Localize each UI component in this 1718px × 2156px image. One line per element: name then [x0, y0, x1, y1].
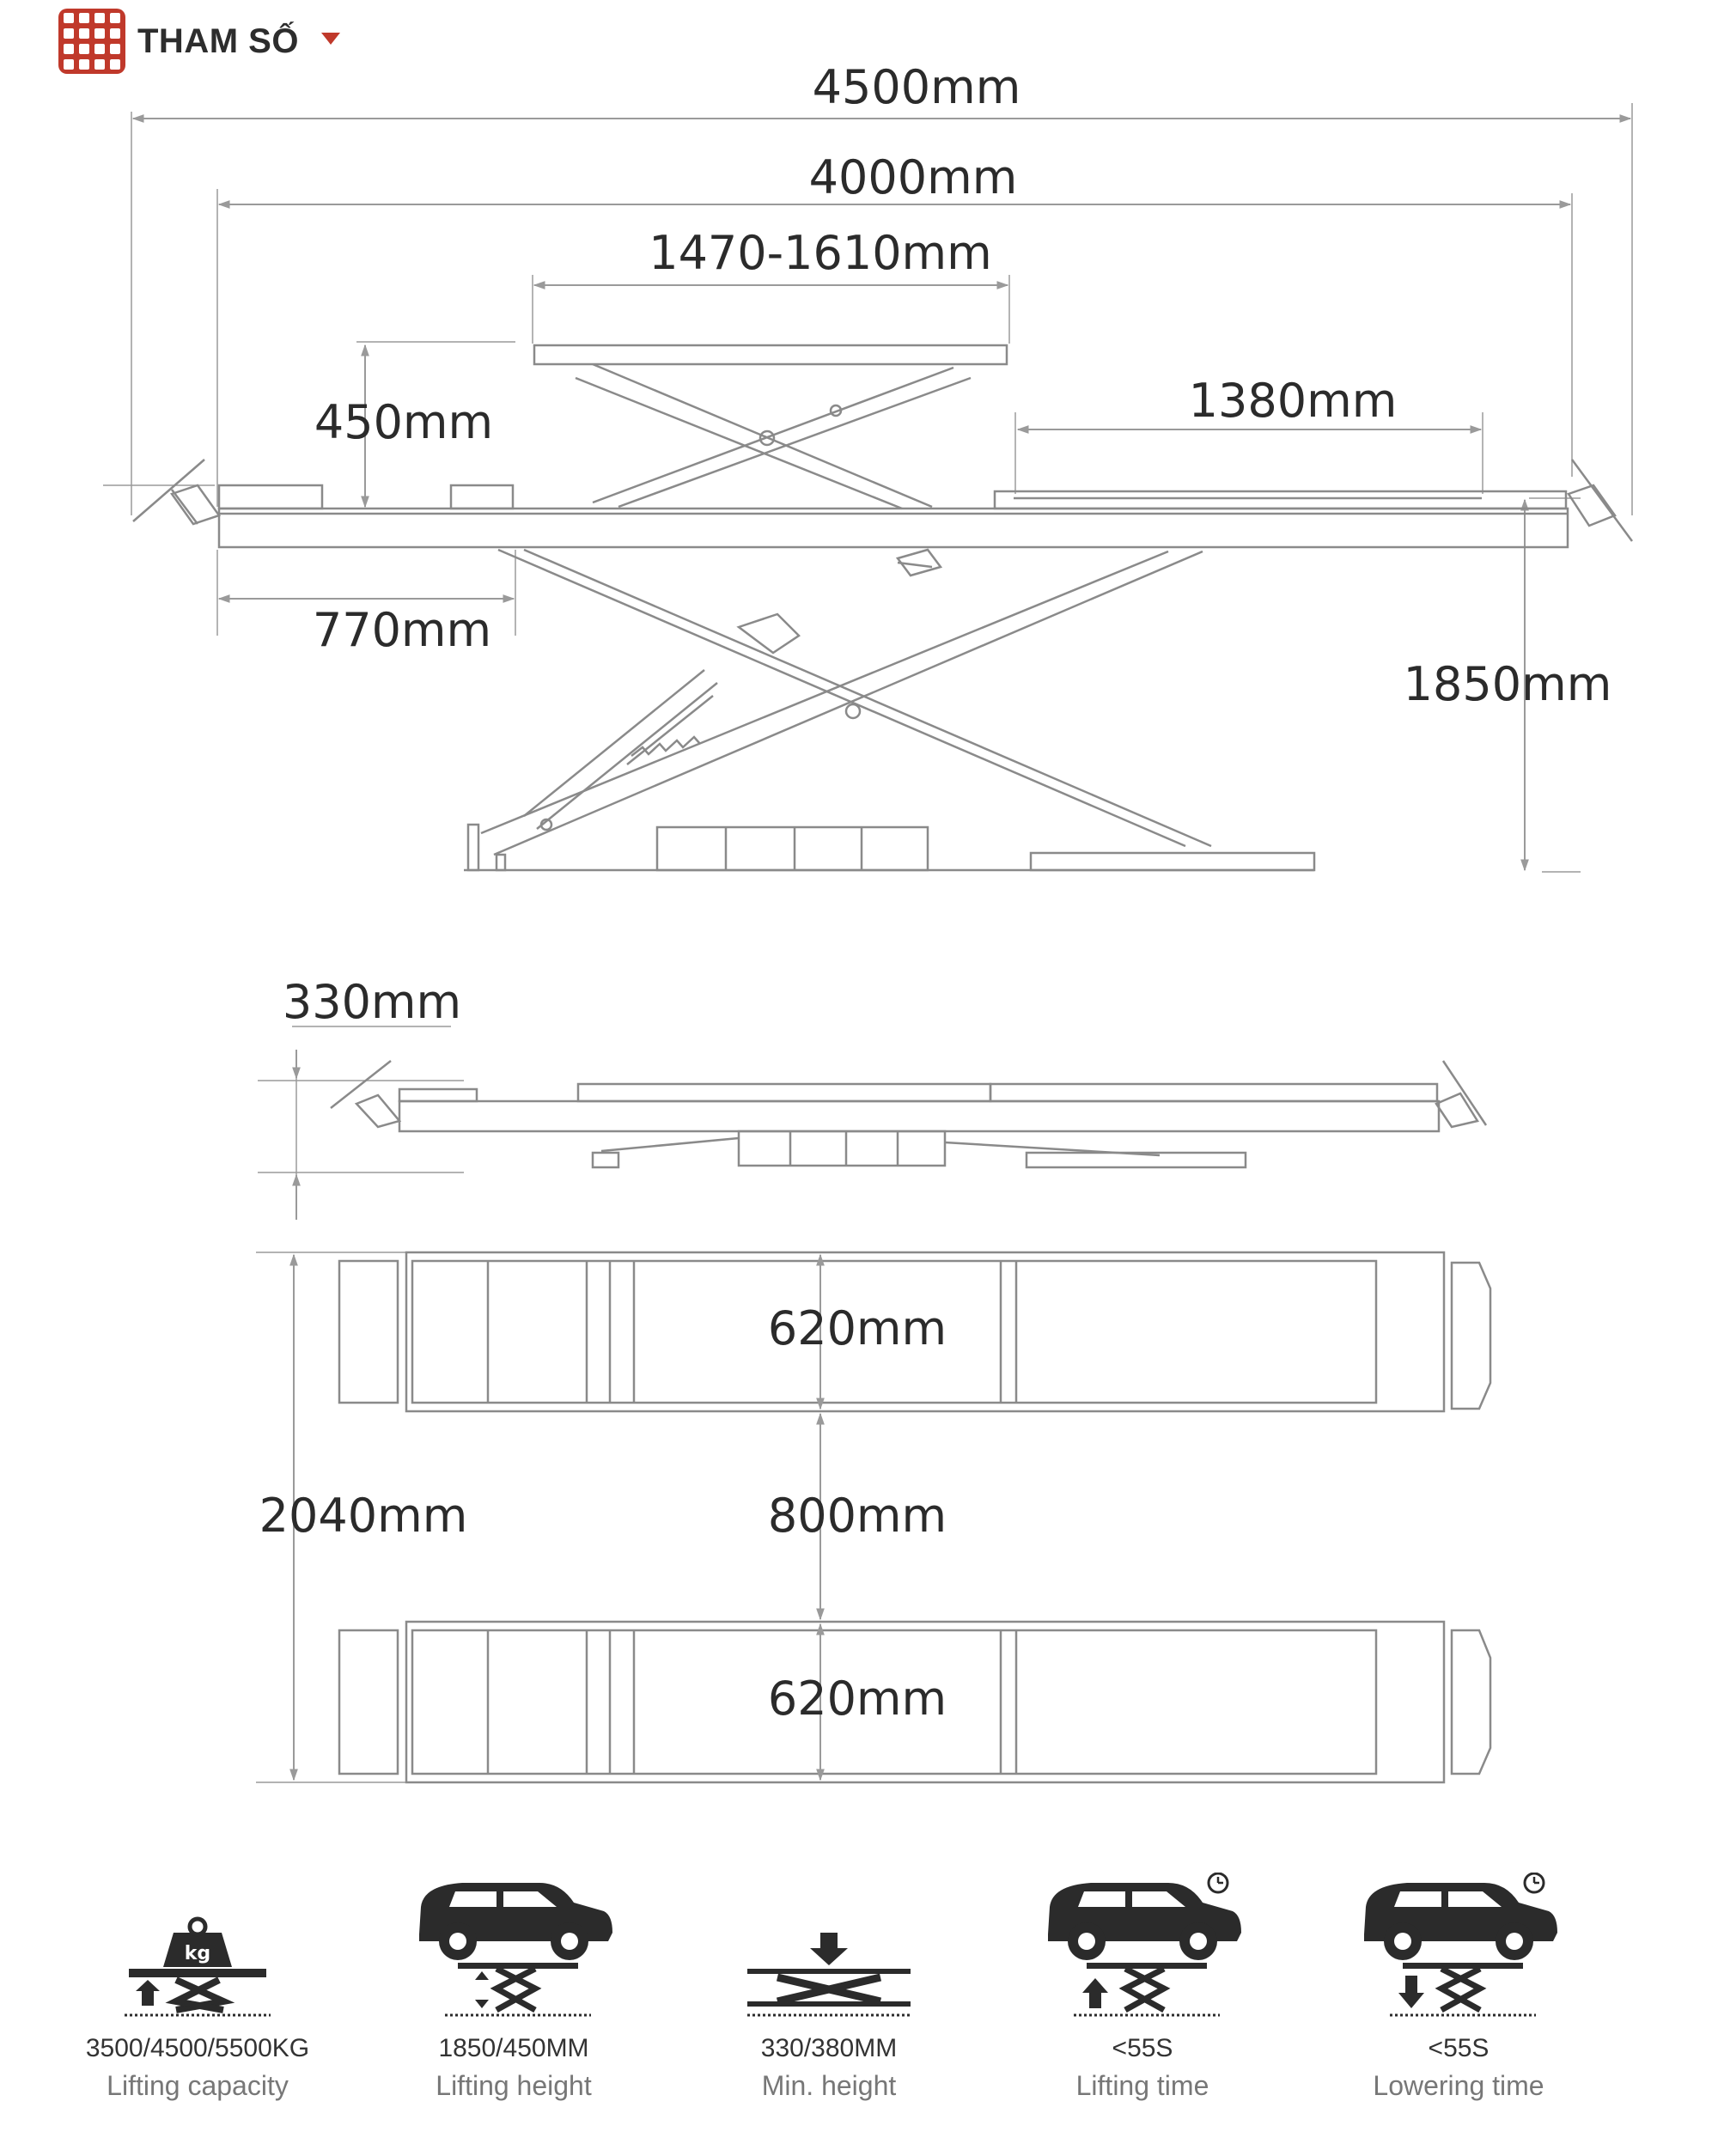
dim-ramp-length: 770mm	[312, 603, 492, 657]
spec-label: Lifting height	[436, 2070, 592, 2101]
spec-label: Lowering time	[1373, 2070, 1544, 2101]
side-view-lowered	[258, 1026, 1486, 1220]
spec-item-lifting-time	[996, 1873, 1288, 2102]
side-view-raised	[103, 103, 1632, 872]
lowering-time-icon	[1356, 1873, 1562, 2019]
spec-value: 3500/4500/5500KG	[85, 2034, 310, 2062]
spec-value: <55S	[1428, 2034, 1490, 2062]
min-height-icon	[743, 1873, 915, 2019]
dimension-labels	[259, 60, 1612, 1726]
dim-rear-length: 1380mm	[1188, 374, 1398, 428]
dim-gap-width: 800mm	[767, 1489, 947, 1543]
spec-label: Min. height	[761, 2070, 897, 2101]
spec-value: 330/380MM	[760, 2034, 898, 2062]
spec-item-lowering-time	[1313, 1873, 1605, 2102]
dim-min-height: 330mm	[282, 975, 462, 1029]
dim-top-height: 450mm	[314, 395, 494, 449]
spec-list	[0, 1873, 1718, 2147]
dim-overall-length: 4500mm	[812, 60, 1021, 114]
dim-platform-length: 4000mm	[808, 150, 1018, 204]
dim-max-height: 1850mm	[1403, 657, 1612, 711]
spec-label: Lifting time	[1075, 2070, 1209, 2101]
lifting-time-icon	[1039, 1873, 1246, 2019]
car-lift-height-icon	[411, 1873, 617, 2019]
spec-item-min-height	[683, 1873, 975, 2102]
dim-platform-width-1: 620mm	[767, 1301, 947, 1355]
spec-value: 1850/450MM	[438, 2034, 589, 2062]
dim-platform-width-2: 620mm	[767, 1672, 947, 1726]
spec-label: Lifting capacity	[107, 2070, 289, 2101]
dim-overall-width: 2040mm	[259, 1489, 468, 1543]
dim-extension-range: 1470-1610mm	[649, 226, 992, 280]
spec-item-lift-height	[368, 1873, 660, 2102]
spec-item-capacity	[52, 1873, 344, 2102]
section-title: THAM SỐ	[137, 21, 299, 60]
weight-capacity-icon	[112, 1873, 283, 2019]
svg-text:kg: kg	[184, 1943, 211, 1964]
spec-value: <55S	[1112, 2034, 1173, 2062]
